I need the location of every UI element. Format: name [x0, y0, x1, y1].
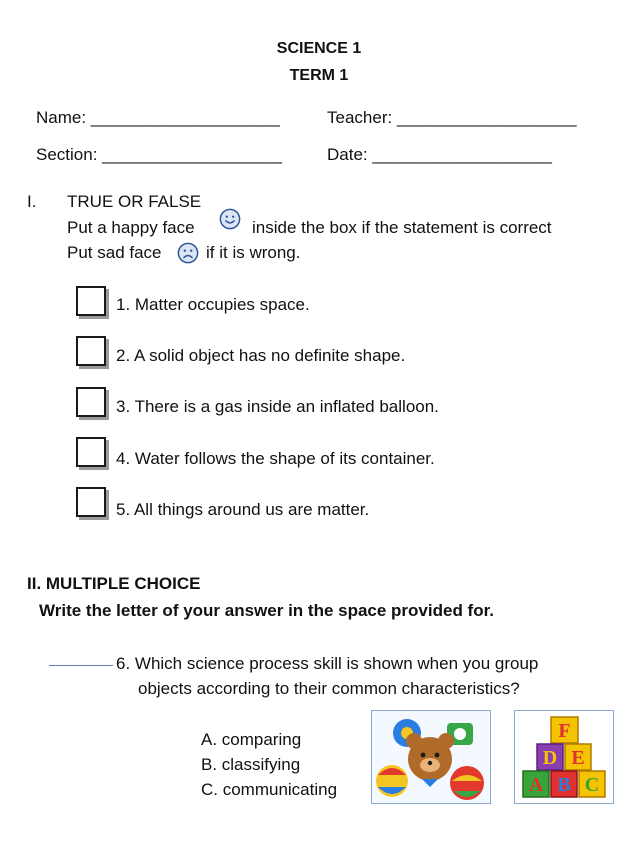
question-6-line2: objects according to their common characteristics? [138, 679, 520, 698]
instruction-happy-b: inside the box if the statement is correct [252, 218, 552, 237]
answer-box-5[interactable] [76, 487, 106, 517]
part1-title: TRUE OR FALSE [67, 192, 202, 211]
block-letter-a: A [528, 774, 544, 796]
teacher-field: Teacher: ___________________ [327, 108, 577, 127]
answer-blank-6[interactable] [49, 665, 113, 666]
block-letter-c: C [584, 774, 600, 796]
block-letter-f: F [558, 720, 571, 742]
block-letter-e: E [571, 747, 585, 769]
choice-c: C. communicating [201, 780, 338, 799]
toys-illustration [371, 710, 491, 804]
choice-a: A. comparing [201, 730, 302, 749]
tf-item-5: 5. All things around us are matter. [116, 500, 370, 519]
instruction-sad-a: Put sad face [67, 243, 162, 262]
date-field: Date: ___________________ [327, 145, 552, 164]
tf-item-3: 3. There is a gas inside an inflated balloon. [116, 397, 439, 416]
section-field: Section: ___________________ [36, 145, 282, 164]
tf-item-2: 2. A solid object has no definite shape. [116, 346, 406, 365]
choice-b: B. classifying [201, 755, 301, 774]
answer-box-2[interactable] [76, 336, 106, 366]
sad-face-icon [177, 242, 199, 264]
question-6-line1: 6. Which science process skill is shown when you group [116, 654, 539, 673]
tf-item-4: 4. Water follows the shape of its container. [116, 449, 435, 468]
block-letter-d: D [542, 747, 558, 769]
subject-title: SCIENCE 1 [276, 40, 362, 57]
part2-instruction: Write the letter of your answer in the space provided for. [39, 601, 495, 620]
happy-face-icon [219, 208, 241, 230]
abc-blocks-illustration [514, 710, 614, 804]
answer-box-1[interactable] [76, 286, 106, 316]
instruction-happy-a: Put a happy face [67, 218, 195, 237]
part1-numeral: I. [27, 192, 37, 211]
answer-box-3[interactable] [76, 387, 106, 417]
part2-title: II. MULTIPLE CHOICE [27, 574, 201, 593]
tf-item-1: 1. Matter occupies space. [116, 295, 310, 314]
answer-box-4[interactable] [76, 437, 106, 467]
term-title: TERM 1 [289, 67, 349, 84]
block-letter-b: B [557, 774, 571, 796]
instruction-sad-b: if it is wrong. [206, 243, 301, 262]
name-field: Name: ____________________ [36, 108, 280, 127]
